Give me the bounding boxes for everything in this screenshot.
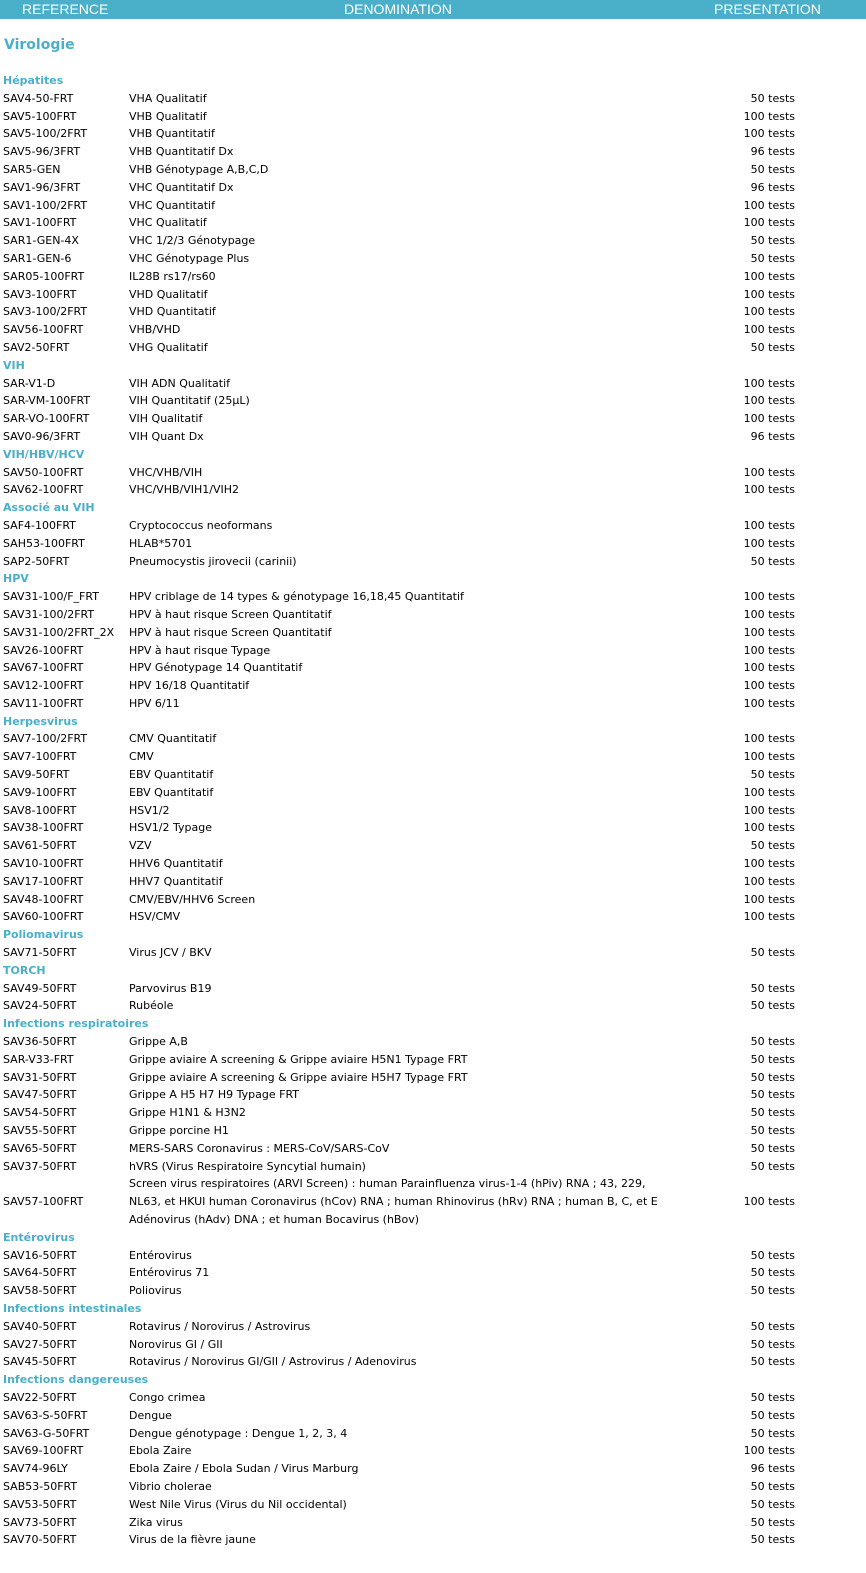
denomination-cell: VHB Qualitatif (129, 109, 207, 123)
reference-cell: SAV38-100FRT (3, 821, 84, 835)
presentation-cell: 50 tests (750, 1355, 795, 1369)
reference-cell: SAV71-50FRT (3, 946, 77, 960)
denomination-cell: HPV Génotypage 14 Quantitatif (129, 661, 303, 675)
reference-cell: SAB53-50FRT (3, 1479, 78, 1493)
reference-cell: SAV1-100/2FRT (3, 198, 88, 212)
table-row (0, 1353, 866, 1371)
reference-cell: SAF4-100FRT (3, 518, 76, 532)
denomination-cell: Grippe H1N1 & H3N2 (129, 1106, 246, 1120)
table-row (0, 1318, 866, 1336)
reference-cell: SAV7-100/2FRT (3, 732, 88, 746)
denomination-cell: Norovirus GI / GII (129, 1337, 223, 1351)
presentation-cell: 50 tests (750, 1052, 795, 1066)
denomination-cell: MERS-SARS Coronavirus : MERS-CoV/SARS-CoV (129, 1141, 390, 1155)
reference-cell: SAP2-50FRT (3, 554, 70, 568)
denomination-cell: VZV (129, 839, 152, 853)
denomination-cell: Congo crimea (129, 1390, 206, 1404)
presentation-cell: 100 tests (743, 412, 795, 426)
reference-cell: SAV16-50FRT (3, 1248, 77, 1262)
table-row (0, 766, 866, 784)
section-heading: TORCH (3, 963, 46, 977)
presentation-cell: 50 tests (750, 839, 795, 853)
table-row (0, 819, 866, 837)
presentation-cell: 100 tests (743, 483, 795, 497)
presentation-cell: 50 tests (750, 1141, 795, 1155)
denomination-cell: VIH Quant Dx (129, 429, 204, 443)
table-row (0, 553, 866, 571)
presentation-cell: 50 tests (750, 1070, 795, 1084)
product-table (0, 72, 866, 1549)
presentation-cell: 100 tests (743, 305, 795, 319)
denomination-cell: NL63, et HKUI human Coronavirus (hCov) RNA ; human Rhinovirus (hRv) RNA ; human B, C, et E (129, 1195, 658, 1209)
table-row (0, 232, 866, 250)
reference-cell: SAV62-100FRT (3, 483, 84, 497)
section-heading: Infections intestinales (3, 1301, 142, 1315)
reference-cell: SAV37-50FRT (3, 1159, 77, 1173)
presentation-cell: 50 tests (750, 1426, 795, 1440)
presentation-cell: 50 tests (750, 946, 795, 960)
reference-cell: SAV27-50FRT (3, 1337, 77, 1351)
table-row (0, 410, 866, 428)
denomination-cell: VHA Qualitatif (129, 91, 207, 105)
denomination-cell: CMV (129, 750, 154, 764)
reference-cell: SAV50-100FRT (3, 465, 84, 479)
table-row (0, 303, 866, 321)
reference-cell: SAV63-G-50FRT (3, 1426, 90, 1440)
presentation-cell: 50 tests (750, 162, 795, 176)
reference-cell: SAV24-50FRT (3, 999, 77, 1013)
presentation-cell: 100 tests (743, 750, 795, 764)
denomination-cell: VHC/VHB/VIH (129, 465, 203, 479)
reference-cell: SAV1-100FRT (3, 216, 77, 230)
presentation-cell: 50 tests (750, 1479, 795, 1493)
denomination-cell: HHV6 Quantitatif (129, 857, 223, 871)
presentation-cell: 50 tests (750, 1497, 795, 1511)
reference-cell: SAH53-100FRT (3, 536, 85, 550)
presentation-cell: 100 tests (743, 127, 795, 141)
denomination-cell: EBV Quantitatif (129, 768, 214, 782)
reference-cell: SAV61-50FRT (3, 839, 77, 853)
table-row (0, 339, 866, 357)
table-row (0, 695, 866, 713)
section-heading: Herpesvirus (3, 714, 78, 728)
reference-cell: SAV54-50FRT (3, 1106, 77, 1120)
table-row (0, 179, 866, 197)
presentation-cell: 50 tests (750, 1533, 795, 1547)
table-row (0, 1389, 866, 1407)
denomination-cell: VIH Quantitatif (25µL) (129, 394, 250, 408)
presentation-cell: 50 tests (750, 981, 795, 995)
denomination-cell: Rotavirus / Norovirus GI/GII / Astrovirus / Adenovirus (129, 1355, 417, 1369)
presentation-cell: 50 tests (750, 1035, 795, 1049)
reference-cell: SAV31-100/2FRT_2X (3, 625, 115, 639)
denomination-cell: Grippe aviaire A screening & Grippe aviaire H5N1 Typage FRT (129, 1052, 468, 1066)
denomination-cell: HLAB*5701 (129, 536, 193, 550)
table-row (0, 1478, 866, 1496)
reference-cell: SAR-VM-100FRT (3, 394, 91, 408)
presentation-cell: 50 tests (750, 1337, 795, 1351)
presentation-cell: 50 tests (750, 1319, 795, 1333)
reference-cell: SAV47-50FRT (3, 1088, 77, 1102)
presentation-cell: 100 tests (743, 803, 795, 817)
denomination-cell: Grippe porcine H1 (129, 1124, 229, 1138)
presentation-cell: 100 tests (743, 785, 795, 799)
presentation-cell: 50 tests (750, 768, 795, 782)
table-row (0, 642, 866, 660)
table-row (0, 535, 866, 553)
presentation-cell: 50 tests (750, 1390, 795, 1404)
section-heading: Hépatites (3, 74, 64, 87)
reference-cell: SAV31-50FRT (3, 1070, 77, 1084)
table-row (0, 1460, 866, 1478)
reference-cell: SAV70-50FRT (3, 1533, 77, 1547)
section-heading: Poliomavirus (3, 928, 84, 942)
table-row (0, 143, 866, 161)
table-row (0, 268, 866, 286)
denomination-cell: Virus JCV / BKV (129, 946, 212, 960)
presentation-cell: 50 tests (750, 1266, 795, 1280)
presentation-cell: 50 tests (750, 1515, 795, 1529)
presentation-cell: 100 tests (743, 910, 795, 924)
denomination-cell: Grippe aviaire A screening & Grippe aviaire H5H7 Typage FRT (129, 1070, 468, 1084)
presentation-cell: 100 tests (743, 323, 795, 337)
presentation-cell: 100 tests (743, 376, 795, 390)
table-row (0, 1247, 866, 1265)
reference-cell: SAV31-100/2FRT (3, 607, 95, 621)
table-row (0, 90, 866, 108)
denomination-cell: Ebola Zaire / Ebola Sudan / Virus Marburg (129, 1462, 359, 1476)
table-row (0, 517, 866, 535)
denomination-cell: VHC 1/2/3 Génotypage (129, 234, 256, 248)
denomination-cell: VHD Quantitatif (129, 305, 216, 319)
denomination-cell: VHB Quantitatif (129, 127, 215, 141)
table-row (0, 891, 866, 909)
presentation-cell: 50 tests (750, 91, 795, 105)
reference-cell: SAV60-100FRT (3, 910, 84, 924)
reference-cell: SAV2-50FRT (3, 340, 70, 354)
denomination-cell: HSV1/2 (129, 803, 170, 817)
presentation-cell: 100 tests (743, 269, 795, 283)
presentation-cell: 100 tests (743, 607, 795, 621)
denomination-cell: VHG Qualitatif (129, 340, 208, 354)
denomination-cell: HPV à haut risque Typage (129, 643, 271, 657)
table-row (0, 802, 866, 820)
section-heading: Associé au VIH (3, 501, 95, 515)
header-presentation: PRESENTATION (714, 1, 821, 17)
reference-cell: SAV73-50FRT (3, 1515, 77, 1529)
reference-cell: SAV49-50FRT (3, 981, 77, 995)
table-row (0, 1086, 866, 1104)
table-row (0, 108, 866, 126)
table-row (0, 1264, 866, 1282)
denomination-cell: Screen virus respiratoires (ARVI Screen) : human Parainfluenza virus-1-4 (hPiv) RNA ; 43, 229, (129, 1177, 646, 1191)
section-heading: Entérovirus (3, 1230, 75, 1244)
denomination-cell: HSV/CMV (129, 910, 181, 924)
reference-cell: SAV65-50FRT (3, 1141, 77, 1155)
reference-cell: SAV57-100FRT (3, 1195, 84, 1209)
reference-cell: SAV5-100FRT (3, 109, 77, 123)
denomination-cell: HPV 16/18 Quantitatif (129, 679, 250, 693)
table-row (0, 624, 866, 642)
denomination-cell: Dengue génotypage : Dengue 1, 2, 3, 4 (129, 1426, 348, 1440)
presentation-cell: 50 tests (750, 1088, 795, 1102)
denomination-cell: HHV7 Quantitatif (129, 874, 223, 888)
reference-cell: SAV63-S-50FRT (3, 1408, 88, 1422)
presentation-cell: 96 tests (750, 1462, 795, 1476)
denomination-cell: Rubéole (129, 999, 174, 1013)
table-row (0, 481, 866, 499)
denomination-cell: Entérovirus 71 (129, 1266, 210, 1280)
reference-cell: SAV7-100FRT (3, 750, 77, 764)
table-row (0, 1104, 866, 1122)
presentation-cell: 96 tests (750, 180, 795, 194)
presentation-cell: 100 tests (743, 661, 795, 675)
denomination-cell: Poliovirus (129, 1284, 182, 1298)
table-row (0, 1069, 866, 1087)
reference-cell: SAV8-100FRT (3, 803, 77, 817)
table-row (0, 161, 866, 179)
table-row (0, 1514, 866, 1532)
denomination-cell: Vibrio cholerae (129, 1479, 212, 1493)
presentation-cell: 100 tests (743, 821, 795, 835)
table-row (0, 997, 866, 1015)
table-row (0, 321, 866, 339)
presentation-cell: 100 tests (743, 874, 795, 888)
presentation-cell: 100 tests (743, 679, 795, 693)
presentation-cell: 100 tests (743, 625, 795, 639)
presentation-cell: 50 tests (750, 1106, 795, 1120)
section-heading: VIH/HBV/HCV (3, 447, 85, 461)
denomination-cell: VHB/VHD (129, 323, 181, 337)
table-row (0, 1122, 866, 1140)
presentation-cell: 100 tests (743, 465, 795, 479)
reference-cell: SAV36-50FRT (3, 1035, 77, 1049)
denomination-cell: EBV Quantitatif (129, 785, 214, 799)
presentation-cell: 100 tests (743, 518, 795, 532)
reference-cell: SAV31-100/F_FRT (3, 590, 99, 604)
reference-cell: SAV64-50FRT (3, 1266, 77, 1280)
reference-cell: SAV74-96LY (3, 1462, 68, 1476)
denomination-cell: CMV Quantitatif (129, 732, 217, 746)
reference-cell: SAV48-100FRT (3, 892, 84, 906)
presentation-cell: 100 tests (743, 1444, 795, 1458)
reference-cell: SAV69-100FRT (3, 1444, 84, 1458)
denomination-cell: VIH ADN Qualitatif (129, 376, 231, 390)
reference-cell: SAV26-100FRT (3, 643, 84, 657)
reference-cell: SAV0-96/3FRT (3, 429, 81, 443)
table-row (0, 784, 866, 802)
table-row (0, 659, 866, 677)
reference-cell: SAV53-50FRT (3, 1497, 77, 1511)
denomination-cell: VHC Qualitatif (129, 216, 207, 230)
table-row (0, 392, 866, 410)
reference-cell: SAR-V33-FRT (3, 1052, 74, 1066)
denomination-cell: Grippe A,B (129, 1035, 188, 1049)
denomination-cell: IL28B rs17/rs60 (129, 269, 216, 283)
reference-cell: SAV3-100FRT (3, 287, 77, 301)
presentation-cell: 50 tests (750, 234, 795, 248)
reference-cell: SAR1-GEN-4X (3, 234, 79, 248)
table-row (0, 1336, 866, 1354)
reference-cell: SAV10-100FRT (3, 857, 84, 871)
table-row (0, 1531, 866, 1549)
denomination-cell: West Nile Virus (Virus du Nil occidental) (129, 1497, 347, 1511)
table-row (0, 1425, 866, 1443)
table-row (0, 980, 866, 998)
reference-cell: SAR-VO-100FRT (3, 412, 90, 426)
table-row (0, 1496, 866, 1514)
denomination-cell: hVRS (Virus Respiratoire Syncytial humain) (129, 1159, 366, 1173)
presentation-cell: 100 tests (743, 216, 795, 230)
table-row (0, 944, 866, 962)
reference-cell: SAR1-GEN-6 (3, 251, 72, 265)
presentation-cell: 50 tests (750, 1408, 795, 1422)
denomination-cell: Entérovirus (129, 1248, 192, 1262)
presentation-cell: 50 tests (750, 340, 795, 354)
table-row (0, 1282, 866, 1300)
presentation-cell: 50 tests (750, 1248, 795, 1262)
table-row (0, 1051, 866, 1069)
denomination-cell: Dengue (129, 1408, 172, 1422)
reference-cell: SAV58-50FRT (3, 1284, 77, 1298)
denomination-cell: CMV/EBV/HHV6 Screen (129, 892, 256, 906)
denomination-cell: Grippe A H5 H7 H9 Typage FRT (129, 1088, 300, 1102)
presentation-cell: 100 tests (743, 643, 795, 657)
denomination-cell: HPV criblage de 14 types & génotypage 16,18,45 Quantitatif (129, 590, 464, 604)
reference-cell: SAV55-50FRT (3, 1124, 77, 1138)
presentation-cell: 50 tests (750, 1159, 795, 1173)
reference-cell: SAV9-100FRT (3, 785, 77, 799)
denomination-cell: HPV à haut risque Screen Quantitatif (129, 607, 332, 621)
table-row (0, 908, 866, 926)
presentation-cell: 100 tests (743, 732, 795, 746)
presentation-cell: 100 tests (743, 590, 795, 604)
denomination-cell: VHC Quantitatif Dx (129, 180, 234, 194)
denomination-cell: Rotavirus / Norovirus / Astrovirus (129, 1319, 311, 1333)
section-heading: Infections dangereuses (3, 1373, 149, 1387)
presentation-cell: 50 tests (750, 554, 795, 568)
header-denomination: DENOMINATION (344, 1, 452, 17)
denomination-cell: Pneumocystis jirovecii (carinii) (129, 554, 297, 568)
table-row (0, 197, 866, 215)
presentation-cell: 100 tests (743, 892, 795, 906)
presentation-cell: 100 tests (743, 857, 795, 871)
presentation-cell: 96 tests (750, 145, 795, 159)
table-row (0, 250, 866, 268)
reference-cell: SAV9-50FRT (3, 768, 70, 782)
denomination-cell: VHB Génotypage A,B,C,D (129, 162, 269, 176)
table-row (0, 837, 866, 855)
reference-cell: SAV4-50-FRT (3, 91, 74, 105)
denomination-cell: VIH Qualitatif (129, 412, 203, 426)
reference-cell: SAR05-100FRT (3, 269, 85, 283)
presentation-cell: 100 tests (743, 696, 795, 710)
denomination-cell: HPV 6/11 (129, 696, 180, 710)
table-row (0, 730, 866, 748)
table-row (0, 1140, 866, 1158)
page-title: Virologie (4, 37, 75, 53)
reference-cell: SAV67-100FRT (3, 661, 84, 675)
table-row (0, 464, 866, 482)
presentation-cell: 100 tests (743, 536, 795, 550)
header-reference: REFERENCE (22, 1, 109, 17)
table-row (0, 1175, 866, 1228)
table-row (0, 855, 866, 873)
reference-cell: SAV22-50FRT (3, 1390, 77, 1404)
table-row (0, 375, 866, 393)
table-row (0, 214, 866, 232)
table-row (0, 748, 866, 766)
table-row (0, 1442, 866, 1460)
reference-cell: SAV17-100FRT (3, 874, 84, 888)
reference-cell: SAR5-GEN (3, 162, 61, 176)
reference-cell: SAV40-50FRT (3, 1319, 77, 1333)
table-row (0, 1407, 866, 1425)
table-row (0, 588, 866, 606)
presentation-cell: 100 tests (743, 394, 795, 408)
denomination-cell: HSV1/2 Typage (129, 821, 212, 835)
denomination-cell: Ebola Zaire (129, 1444, 192, 1458)
table-header (0, 0, 866, 19)
reference-cell: SAV5-96/3FRT (3, 145, 81, 159)
denomination-cell: VHC Génotypage Plus (129, 251, 250, 265)
denomination-cell: Zika virus (129, 1515, 183, 1529)
reference-cell: SAV3-100/2FRT (3, 305, 88, 319)
presentation-cell: 100 tests (743, 1195, 795, 1209)
table-row (0, 125, 866, 143)
presentation-cell: 100 tests (743, 198, 795, 212)
presentation-cell: 50 tests (750, 999, 795, 1013)
table-row (0, 428, 866, 446)
presentation-cell: 96 tests (750, 429, 795, 443)
presentation-cell: 50 tests (750, 1284, 795, 1298)
reference-cell: SAV56-100FRT (3, 323, 84, 337)
reference-cell: SAV5-100/2FRT (3, 127, 88, 141)
denomination-cell: Adénovirus (hAdv) DNA ; et human Bocavirus (hBov) (129, 1213, 420, 1226)
table-row (0, 1158, 866, 1176)
denomination-cell: HPV à haut risque Screen Quantitatif (129, 625, 332, 639)
denomination-cell: VHC Quantitatif (129, 198, 215, 212)
table-row (0, 1033, 866, 1051)
denomination-cell: Parvovirus B19 (129, 981, 212, 995)
section-heading: VIH (3, 358, 25, 372)
presentation-cell: 100 tests (743, 109, 795, 123)
table-row (0, 286, 866, 304)
table-row (0, 677, 866, 695)
denomination-cell: VHD Qualitatif (129, 287, 208, 301)
presentation-cell: 50 tests (750, 1124, 795, 1138)
presentation-cell: 50 tests (750, 251, 795, 265)
reference-cell: SAV1-96/3FRT (3, 180, 81, 194)
reference-cell: SAV45-50FRT (3, 1355, 77, 1369)
reference-cell: SAR-V1-D (3, 376, 56, 390)
reference-cell: SAV12-100FRT (3, 679, 84, 693)
denomination-cell: VHB Quantitatif Dx (129, 145, 234, 159)
presentation-cell: 100 tests (743, 287, 795, 301)
table-row (0, 606, 866, 624)
section-heading: HPV (3, 572, 29, 586)
denomination-cell: VHC/VHB/VIH1/VIH2 (129, 483, 240, 497)
denomination-cell: Cryptococcus neoformans (129, 518, 273, 532)
section-heading: Infections respiratoires (3, 1017, 149, 1031)
reference-cell: SAV11-100FRT (3, 696, 84, 710)
table-row (0, 873, 866, 891)
denomination-cell: Virus de la fièvre jaune (129, 1533, 256, 1547)
